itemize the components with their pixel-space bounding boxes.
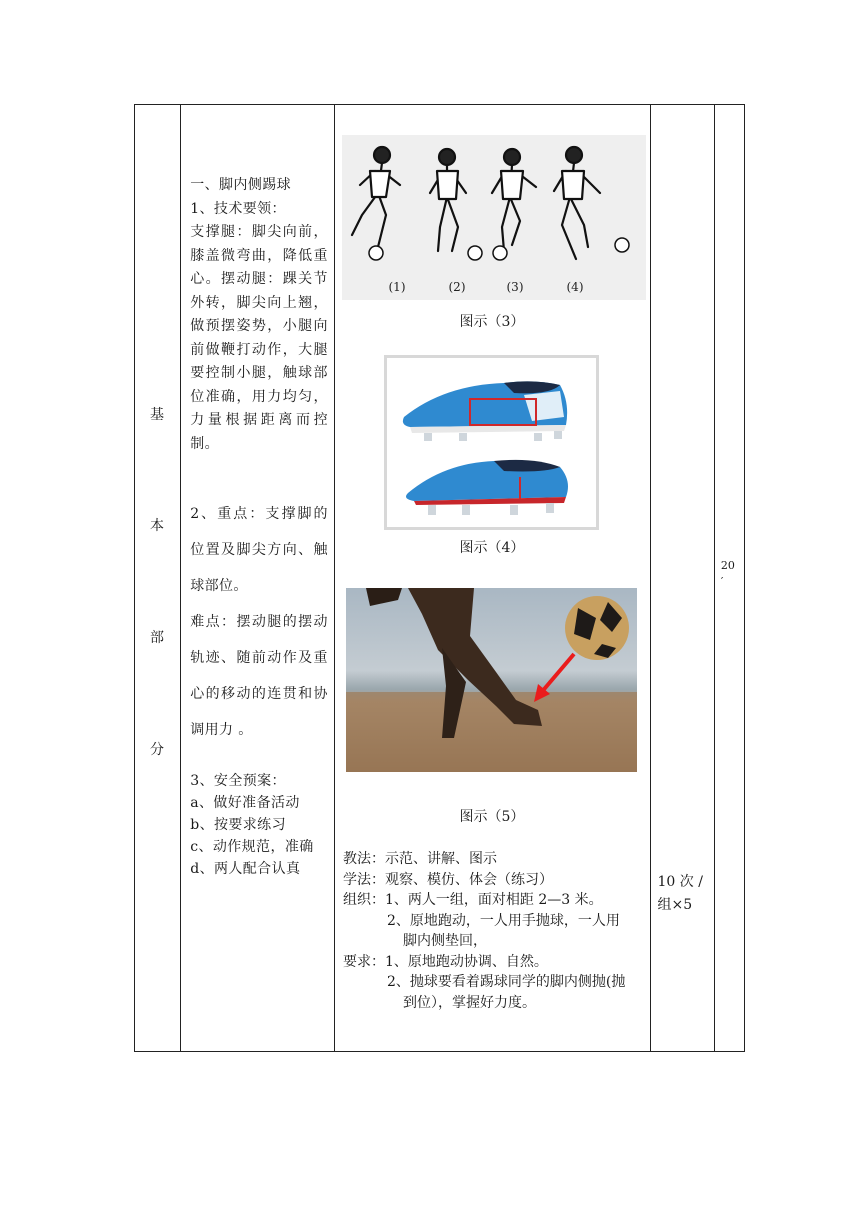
key-point: 2、重点：支撑脚的位置及脚尖方向、触球部位。	[190, 506, 328, 594]
safety-title: 3、安全预案：	[190, 773, 286, 789]
lesson-table	[134, 104, 745, 1052]
learn-method: 学法：观察、模仿、体会（练习）	[342, 871, 553, 888]
fig4-caption: 图示（4）	[459, 540, 525, 556]
safety-item: c、动作规范，准确	[190, 839, 314, 855]
safety-item: a、做好准备活动	[190, 795, 300, 811]
fig3-caption: 图示（3）	[459, 314, 525, 330]
section-char: 基	[150, 407, 164, 423]
content-cell	[181, 105, 335, 1052]
section-char: 本	[150, 518, 164, 534]
section-char: 部	[150, 630, 164, 646]
beach-kick-photo	[346, 588, 637, 772]
safety-item: b、按要求练习	[190, 817, 286, 833]
section-char: 分	[150, 742, 164, 758]
safety-item: d、两人配合认真	[190, 861, 301, 877]
seq-label: (3)	[506, 280, 524, 294]
content-title: 一、脚内侧踢球	[190, 177, 292, 193]
section-cell	[135, 105, 181, 1052]
requirement-2-cont: 到位），掌握好力度。	[402, 994, 536, 1011]
reps-cell	[650, 105, 714, 1052]
tech-description: 支撑腿：脚尖向前，膝盖微弯曲，降低重心。摆动腿：踝关节外转，脚尖向上翘，做预摆姿势，小腿向前做鞭打动作，大腿要控制小腿，触球部位准确，用力均匀，力量根据距离而控制。	[190, 224, 328, 452]
seq-label: (2)	[448, 280, 466, 294]
difficulty: 难点：摆动腿的摆动轨迹、随前动作及重心的移动的连贯和协调用力 。	[190, 614, 328, 738]
seq-label: (4)	[566, 280, 584, 294]
organization-2-cont: 脚内侧垫回，	[402, 933, 487, 949]
time-value: 20	[720, 559, 735, 572]
fig5-caption: 图示（5）	[459, 809, 525, 825]
time-cell	[714, 105, 744, 1052]
boots-figure	[384, 355, 599, 530]
reps-text	[658, 871, 703, 917]
reps-line: 10 次 /	[657, 874, 703, 890]
requirement-1: 要求：1、原地跑动协调、自然。	[342, 953, 548, 970]
time-unit: ′	[720, 575, 724, 588]
figures-cell	[334, 105, 650, 1052]
seq-label: (1)	[388, 280, 406, 294]
teaching-methods	[343, 849, 625, 1013]
tech-heading: 1、技术要领：	[190, 200, 286, 217]
kick-sequence-figure	[342, 135, 646, 300]
reps-line: 组×5	[657, 897, 693, 913]
content-text	[190, 174, 328, 880]
organization-2: 2、原地跑动，一人用手抛球，一人用	[386, 912, 620, 929]
time-text	[721, 558, 735, 590]
organization-1: 组织：1、两人一组，面对相距 2—3 米。	[342, 892, 603, 908]
teach-method: 教法：示范、讲解、图示	[342, 851, 497, 867]
requirement-2: 2、抛球要看着踢球同学的脚内侧抛(抛	[386, 974, 626, 990]
